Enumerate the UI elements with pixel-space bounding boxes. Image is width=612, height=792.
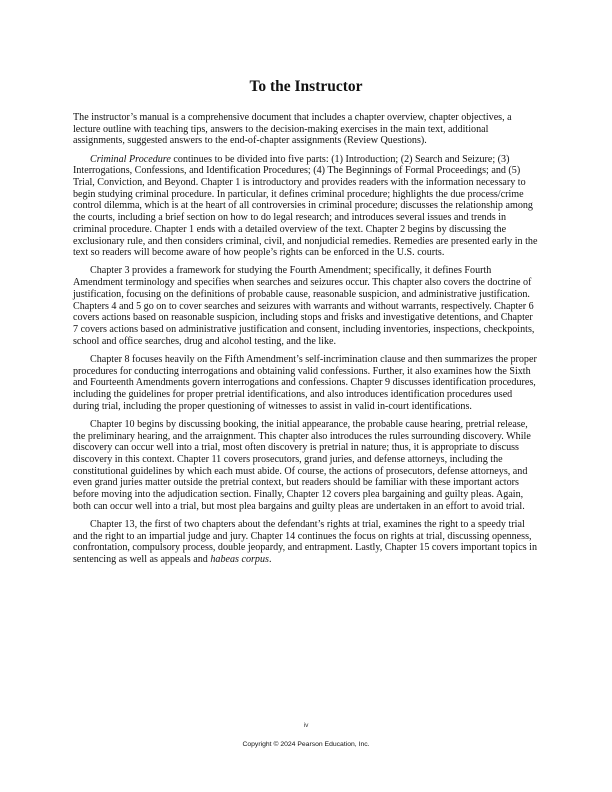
paragraph-trial-rights	[73, 519, 539, 566]
paragraph-fifth-amendment: Chapter 8 focuses heavily on the Fifth Amendment’s self-incrimination clause and then summarizes the proper procedures for conducting interrogations and obtaining valid confessions. Further, it also examines how the Sixth and Fourteenth Amendments govern interrogations and confessions. Chapter 9 discusses identification procedures, including the guidelines for proper pretrial identifications, and also introduces identification procedures used during trial, including the proper questioning of witnesses to assist in valid in-court identifications.	[73, 353, 537, 412]
paragraph-intro: The instructor’s manual is a comprehensive document that includes a chapter overview, chapter objectives, a lecture outline with teaching tips, answers to the decision-making exercises in the main text, additional assignments, suggested answers to the end-of-chapter assignments (Review Questions).	[73, 112, 512, 147]
paragraph-end: .	[268, 554, 272, 566]
paragraph-pretrial: Chapter 10 begins by discussing booking, the initial appearance, the probable cause hearing, pretrial release, the preliminary hearing, and the arraignment. This chapter also introduces the rules surrounding discovery. While discovery can occur well into a trial, most often discovery is pretrial in nature; thus, it is appropriate to discuss discovery in this context. Chapter 11 covers prosecutors, grand juries, and defense attorneys, including the constitutional guidelines by which each must abide. Of course, the actions of prosecutors, defense attorneys, and even grand juries matter outside the pretrial context, but readers should be familiar with these important actors before moving into the adjudication section. Finally, Chapter 12 covers plea bargaining and guilty pleas. Again, both can occur well into a trial, but most plea bargains and guilty pleas are undertaken in an effort to avoid trial.	[73, 418, 531, 512]
habeas-corpus-italic: habeas corpus	[210, 554, 269, 566]
paragraph-fourth-amendment: Chapter 3 provides a framework for studying the Fourth Amendment; specifically, it defines Fourth Amendment terminology and specifies when searches and seizures occur. This chapter also covers the doctrine of justification, focusing on the definitions of probable cause, reasonable suspicion, and administrative justification. Chapters 4 and 5 go on to cover searches and seizures with warrants and without warrants, respectively. Chapter 6 covers actions based on reasonable suspicion, including stops and frisks and investigative detentions, and Chapter 7 covers actions based on administrative justification and consent, including inventories, inspections, checkpoints, school and office searches, drug and alcohol testing, and the like.	[73, 265, 535, 347]
book-title-italic: Criminal Procedure	[90, 153, 171, 165]
page-number: iv	[303, 722, 309, 729]
paragraph-text: Chapter 13, the first of two chapters about the defendant’s rights at trial, examines the right to a speedy trial and the right to an impartial judge and jury. Chapter 14 continues the focus on rights at trial, discussing openness, confrontation, compulsory process, double jeopardy, and entrapment. Lastly, Chapter 15 covers important topics in sentencing as well as appeals and	[73, 519, 538, 566]
page-title: To the Instructor	[249, 78, 363, 95]
body-text	[73, 112, 539, 572]
paragraph-text: continues to be divided into five parts: (1) Introduction; (2) Search and Seizure; (3) Interrogations, Confessions, and Identification Procedures; (4) The Beginnings of Formal Proceedings; and (5) Trial, Conviction, and Beyond. Chapter 1 is introductory and provides readers with the information necessary to begin studying criminal procedure. In particular, it defines criminal procedure; highlights the due process/crime control dilemma, which is at the heart of all controversies in criminal procedure; discusses the relationship among the courts, including a brief section on how to do legal research; and introduces several issues and trends in criminal procedure. Chapter 1 ends with a detailed overview of the text. Chapter 2 begins by discussing the exclusionary rule, and then considers criminal, civil, and nonjudicial remedies. Remedies are presented early in the text so readers will become aware of how people’s rights can be enforced in the U.S. courts.	[73, 153, 538, 259]
paragraph-parts-overview	[73, 154, 539, 259]
copyright-notice: Copyright © 2024 Pearson Education, Inc.	[242, 741, 370, 748]
